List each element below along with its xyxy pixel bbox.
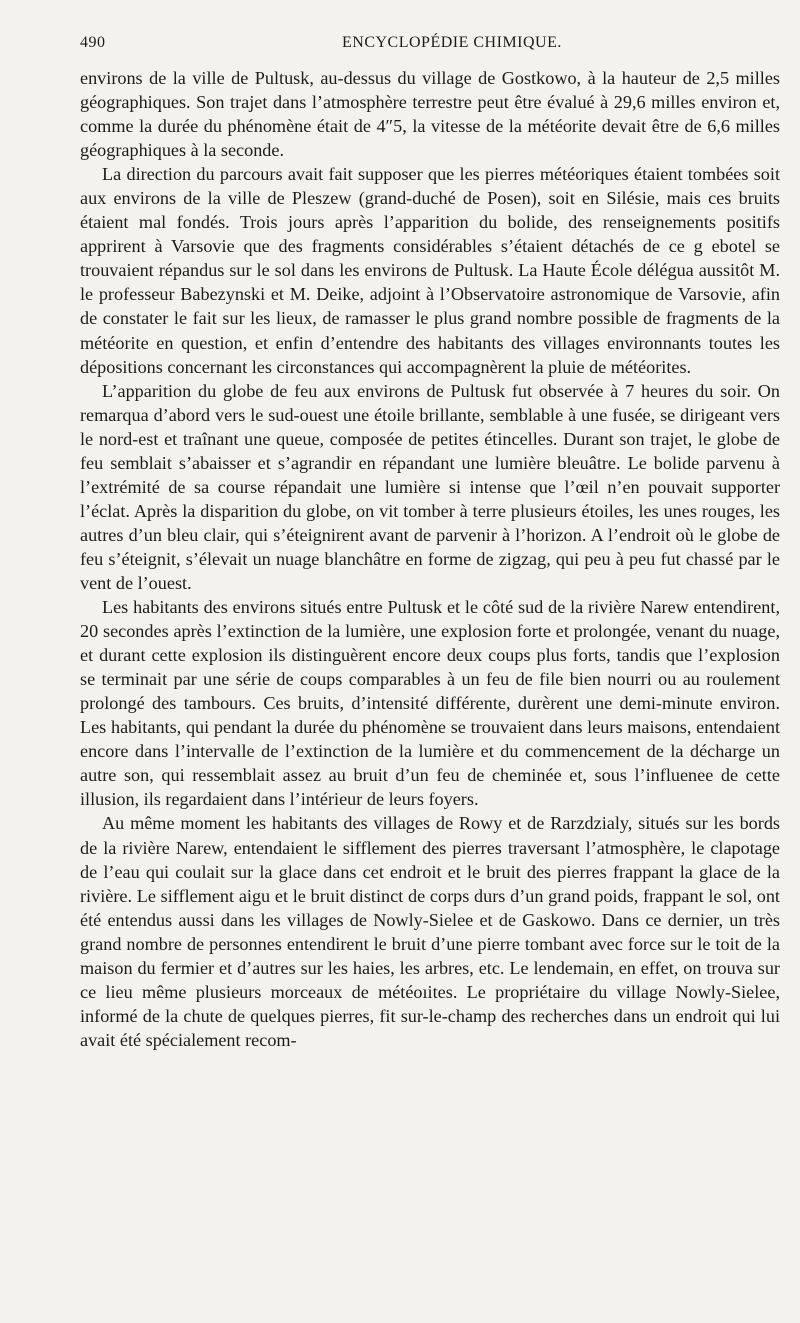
- paragraph-apparition: L’apparition du globe de feu aux environs de Pultusk fut observée à 7 heures du soir. On remarqua d’abord vers le sud-ouest une étoile brillante, semblable à une fusée, se dirigeant vers le nord-est et traînant une queue, composée de petites étincelles. Durant son trajet, le globe de feu semblait s’abaisser et s’agrandir en répandant une lumière bleuâtre. Le bolide parvenu à l’extrémité de sa course répandait une lumière si intense que l’œil n’en pouvait supporter l’éclat. Après la disparition du globe, on vit tomber à terre plusieurs étoiles, les unes rouges, les autres d’un bleu clair, qui s’éteignirent avant de parvenir à l’horizon. A l’endroit où le globe de feu s’éteignit, s’élevait un nuage blanchâtre en forme de zigzag, qui peu à peu fut chassé par le vent de l’ouest.: [80, 380, 780, 593]
- paragraph-continuation: environs de la ville de Pultusk, au-dessus du village de Gostkowo, à la hauteur de 2,5 milles géographiques. Son trajet dans l’atmosphère terrestre peut être évalué à 29,6 milles environ et, comme la durée du phénomène était de 4″5, la vitesse de la météorite devait être de 6,6 milles géographiques à la seconde.: [80, 68, 780, 161]
- page-header: [80, 34, 780, 60]
- running-title: ENCYCLOPÉDIE CHIMIQUE.: [342, 34, 562, 51]
- page-number: 490: [80, 34, 106, 51]
- paragraph-villages: Au même moment les habitants des villages de Rowy et de Rarzdzialy, situés sur les bords de la rivière Narew, entendaient le sifflement des pierres traversant l’atmosphère, le clapotage de l’eau qui coulait sur la glace dans cet endroit et le bruit des pierres frappant la glace de la rivière. Le sifflement aigu et le bruit distinct de corps durs d’un grand poids, frappant le sol, ont été entendus aussi dans les villages de Nowly-Sielee et de Gaskowo. Dans ce dernier, un très grand nombre de personnes entendirent le bruit d’une pierre tombant avec force sur le toit de la maison du fermier et d’autres sur les haies, les arbres, etc. Le lendemain, en effet, on trouva sur ce lieu même plusieurs morceaux de météoıites. Le propriétaire du village Nowly-Sielee, informé de la chute de quelques pierres, fit sur-le-champ des recherches dans un endroit qui lui avait été spécialement recom-: [80, 813, 780, 1050]
- paragraph-explosion: Les habitants des environs situés entre Pultusk et le côté sud de la rivière Narew entendirent, 20 secondes après l’extinction de la lumière, une explosion forte et prolongée, venant du nuage, et durant cette explosion ils distinguèrent encore deux coups plus forts, tandis que l’explosion se terminait par une série de coups comparables à un feu de file bien nourri ou au roulement prolongé des tambours. Ces bruits, d’intensité différente, durèrent une demi-minute environ. Les habitants, qui pendant la durée du phénomène se trouvaient dans leurs maisons, entendaient encore dans l’intervalle de l’extinction de la lumière et du commencement de la décharge un autre son, qui ressemblait assez au bruit d’un feu de cheminée et, sous l’influenee de cette illusion, ils regardaient dans l’intérieur de leurs foyers.: [80, 597, 780, 810]
- body-text: [80, 66, 780, 1052]
- paragraph-direction: La direction du parcours avait fait supposer que les pierres météoriques étaient tombées soit aux environs de la ville de Pleszew (grand-duché de Posen), soit en Silésie, mais ces bruits étaient mal fondés. Trois jours après l’apparition du bolide, des renseignements positifs apprirent à Varsovie que des fragments considérables s’étaient détachés de ce g ebotel se trouvaient répandus sur le sol dans les environs de Pultusk. La Haute École délégua aussitôt M. le professeur Babezynski et M. Deike, adjoint à l’Observatoire astronomique de Varsovie, afin de constater le fait sur les lieux, de ramasser le plus grand nombre possible de fragments de la météorite en question, et enfin d’entendre des habitants des villages environnants toutes les dépositions concernant les circonstances qui accompagnèrent la pluie de météorites.: [80, 164, 780, 377]
